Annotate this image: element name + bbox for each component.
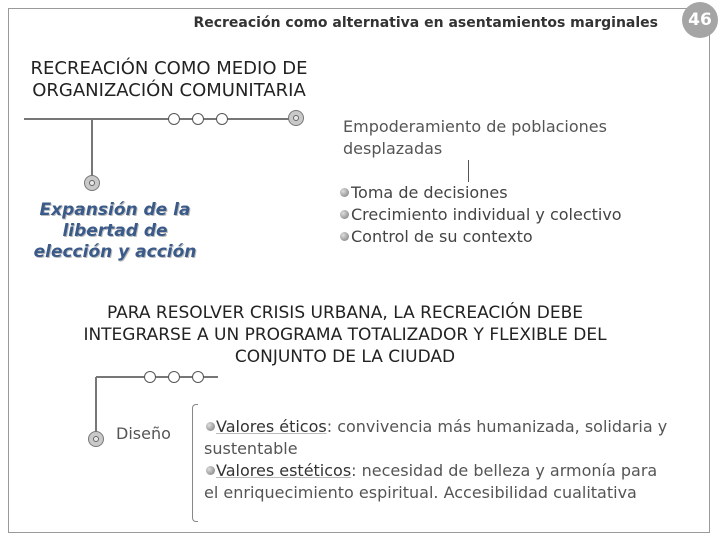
values-bullet-list bbox=[204, 416, 674, 504]
section2-heading bbox=[40, 302, 650, 368]
expansion-line-1: Expansión de la bbox=[39, 200, 191, 220]
list-item bbox=[340, 182, 622, 204]
section1-heading-line2: ORGANIZACIÓN COMUNITARIA bbox=[32, 80, 306, 101]
aesthetic-values-term: Valores estéticos bbox=[216, 461, 352, 480]
empowerment-bullet-list bbox=[340, 182, 622, 248]
slide-header-title: Recreación como alternativa en asentamientos marginales bbox=[193, 15, 658, 31]
timeline-node-icon bbox=[216, 113, 228, 125]
section1-heading bbox=[14, 58, 324, 102]
bullet-text: Control de su contexto bbox=[351, 227, 533, 246]
empowerment-connector bbox=[468, 160, 469, 182]
section2-heading-line3: CONJUNTO DE LA CIUDAD bbox=[234, 347, 456, 367]
timeline-node-icon bbox=[192, 113, 204, 125]
timeline-end-node-icon bbox=[288, 110, 304, 126]
timeline-node-icon bbox=[192, 371, 204, 383]
bullet-text: Crecimiento individual y colectivo bbox=[351, 205, 622, 224]
timeline-node-icon bbox=[168, 371, 180, 383]
design-label: Diseño bbox=[116, 424, 171, 443]
section2-heading-line2: INTEGRARSE A UN PROGRAMA TOTALIZADOR Y FLEXIBLE DEL bbox=[83, 325, 607, 345]
bullet-icon bbox=[206, 422, 215, 431]
timeline-node-icon bbox=[144, 371, 156, 383]
list-item bbox=[340, 226, 622, 248]
section1-heading-line1: RECREACIÓN COMO MEDIO DE bbox=[30, 58, 308, 79]
aesthetic-values-text: : necesidad de belleza y armonía para el enriquecimiento espiritual. Accesibilidad cualitativa bbox=[204, 461, 658, 502]
branch-node-icon bbox=[84, 175, 100, 191]
ethical-values-term: Valores éticos bbox=[216, 417, 327, 436]
bullet-icon bbox=[340, 188, 349, 197]
branch-line-2 bbox=[95, 377, 97, 433]
bullet-text: Toma de decisiones bbox=[351, 183, 508, 202]
timeline-node-icon bbox=[168, 113, 180, 125]
section2-heading-line1: PARA RESOLVER CRISIS URBANA, LA RECREACIÓN DEBE bbox=[106, 303, 584, 323]
timeline-line-1 bbox=[24, 118, 296, 120]
bullet-icon bbox=[340, 232, 349, 241]
branch-node-icon bbox=[88, 431, 104, 447]
expansion-line-3: elección y acción bbox=[33, 242, 197, 262]
page-number-badge: 46 bbox=[682, 2, 718, 38]
bullet-icon bbox=[206, 466, 215, 475]
expansion-freedom-text bbox=[30, 200, 200, 263]
list-item bbox=[204, 460, 674, 504]
bracket-icon bbox=[192, 404, 198, 522]
list-item bbox=[204, 416, 674, 460]
branch-line-1 bbox=[91, 119, 93, 177]
empowerment-text: Empoderamiento de poblaciones desplazadas bbox=[343, 117, 607, 158]
list-item bbox=[340, 204, 622, 226]
bullet-icon bbox=[340, 210, 349, 219]
expansion-line-2: libertad de bbox=[62, 221, 168, 241]
ethical-values-text: : convivencia más humanizada, solidaria y sustentable bbox=[204, 417, 668, 458]
